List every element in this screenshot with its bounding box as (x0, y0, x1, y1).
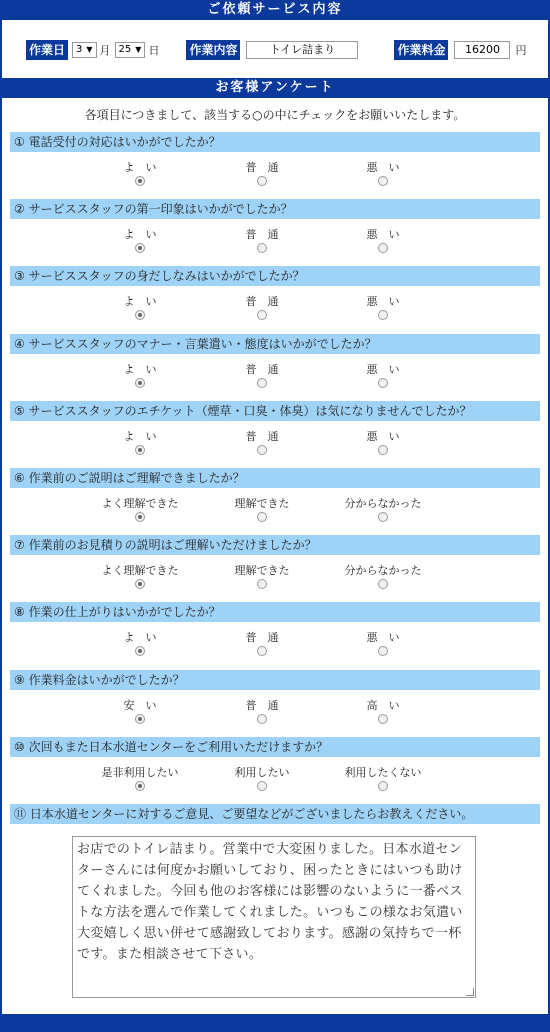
option-label: 高 い (366, 699, 400, 712)
radio-button[interactable] (257, 243, 267, 253)
radio-button[interactable] (257, 378, 267, 388)
radio-button[interactable] (378, 176, 388, 186)
chevron-down-icon: ▼ (135, 45, 142, 54)
option-label: 利用したくない (344, 766, 422, 779)
month-unit: 月 (99, 44, 111, 57)
option-label: よ い (123, 631, 157, 644)
option-label: 理解できた (234, 497, 290, 510)
option-label: 普 通 (245, 161, 279, 174)
question-7: ⑦ 作業前のお見積りの説明はご理解いただけましたか？ (10, 535, 540, 555)
radio-button[interactable] (257, 310, 267, 320)
radio-button[interactable] (257, 714, 267, 724)
question-5: ⑤ サービススタッフのエチケット（煙草・口臭・体臭）は気になりませんでしたか？ (10, 401, 540, 421)
option-label: 普 通 (245, 228, 279, 241)
work-content-label: 作業内容 (186, 40, 240, 60)
radio-button[interactable] (257, 579, 267, 589)
radio-button[interactable] (135, 243, 145, 253)
resize-handle-icon[interactable] (466, 988, 474, 996)
option-label: 理解できた (234, 564, 290, 577)
radio-button[interactable] (378, 579, 388, 589)
month-select[interactable] (72, 42, 97, 58)
radio-button[interactable] (135, 176, 145, 186)
option-label: よ い (123, 363, 157, 376)
work-content-field[interactable]: トイレ詰まり (246, 41, 358, 59)
option-label: 悪 い (366, 631, 400, 644)
radio-button[interactable] (378, 646, 388, 656)
radio-button[interactable] (378, 714, 388, 724)
option-label: よ い (123, 295, 157, 308)
radio-button[interactable] (135, 310, 145, 320)
question-3: ③ サービススタッフの身だしなみはいかがでしたか？ (10, 266, 540, 286)
option-label: 普 通 (245, 295, 279, 308)
comment-textarea[interactable] (72, 836, 476, 998)
work-fee-label: 作業料金 (394, 40, 448, 60)
radio-button[interactable] (135, 579, 145, 589)
radio-button[interactable] (378, 243, 388, 253)
chevron-down-icon: ▼ (86, 45, 93, 54)
option-label: 安 い (123, 699, 157, 712)
day-unit: 日 (148, 44, 160, 57)
option-label: よく理解できた (101, 564, 179, 577)
radio-button[interactable] (378, 310, 388, 320)
question-2: ② サービススタッフの第一印象はいかがでしたか？ (10, 199, 540, 219)
option-label: よ い (123, 228, 157, 241)
survey-instructions: 各項目につきまして、該当する○の中にチェックをお願いいたします。 (84, 108, 466, 122)
option-label: 普 通 (245, 631, 279, 644)
option-label: よく理解できた (101, 497, 179, 510)
option-label: 普 通 (245, 430, 279, 443)
option-label: よ い (123, 430, 157, 443)
radio-button[interactable] (257, 512, 267, 522)
question-4: ④ サービススタッフのマナー・言葉遣い・態度はいかがでしたか？ (10, 334, 540, 354)
radio-button[interactable] (135, 445, 145, 455)
radio-button[interactable] (257, 781, 267, 791)
survey-section-title: お客様アンケート (2, 78, 548, 98)
question-9: ⑨ 作業料金はいかがでしたか？ (10, 670, 540, 690)
option-label: 利用したい (234, 766, 290, 779)
radio-button[interactable] (257, 445, 267, 455)
radio-button[interactable] (378, 781, 388, 791)
radio-button[interactable] (135, 512, 145, 522)
option-label: 普 通 (245, 363, 279, 376)
service-row (2, 22, 548, 78)
option-label: 悪 い (366, 430, 400, 443)
service-section-title: ご依頼サービス内容 (2, 0, 548, 20)
radio-button[interactable] (135, 781, 145, 791)
radio-button[interactable] (257, 176, 267, 186)
radio-button[interactable] (135, 378, 145, 388)
option-label: 分からなかった (344, 564, 422, 577)
question-6: ⑥ 作業前のご説明はご理解できましたか？ (10, 468, 540, 488)
day-value: 25 (118, 44, 132, 55)
option-label: 普 通 (245, 699, 279, 712)
question-1: ① 電話受付の対応はいかがでしたか？ (10, 132, 540, 152)
question-8: ⑧ 作業の仕上がりはいかがでしたか？ (10, 602, 540, 622)
work-date-label: 作業日 (26, 40, 68, 60)
option-label: よ い (123, 161, 157, 174)
month-value: 3 (76, 44, 83, 55)
question-11: ⑪ 日本水道センターに対するご意見、ご要望などがございましたらお教えください。 (10, 804, 540, 824)
day-select[interactable] (115, 42, 146, 58)
radio-button[interactable] (257, 646, 267, 656)
option-label: 是非利用したい (101, 766, 179, 779)
radio-button[interactable] (378, 445, 388, 455)
work-fee-field[interactable]: 16200 (454, 41, 510, 59)
fee-unit: 円 (515, 44, 527, 57)
radio-button[interactable] (378, 512, 388, 522)
option-label: 悪 い (366, 363, 400, 376)
option-label: 悪 い (366, 295, 400, 308)
option-label: 悪 い (366, 228, 400, 241)
option-label: 分からなかった (344, 497, 422, 510)
option-label: 悪 い (366, 161, 400, 174)
comment-text: お店でのトイレ詰まり。営業中で大変困りました。日本水道センターさんには何度かお願いしており、困ったときにはいつも助けてくれました。今回も他のお客様には影響のないように一番ベストな方法を選んで作業してくれました。いつもこの様なお気遣い大変嬉しく思い併せて感謝致しております。感謝の気持ちで一杯です。また相談させて下さい。 (77, 842, 463, 962)
bottom-band (2, 1014, 548, 1032)
question-10: ⑩ 次回もまた日本水道センターをご利用いただけますか？ (10, 737, 540, 757)
radio-button[interactable] (135, 646, 145, 656)
radio-button[interactable] (135, 714, 145, 724)
radio-button[interactable] (378, 378, 388, 388)
